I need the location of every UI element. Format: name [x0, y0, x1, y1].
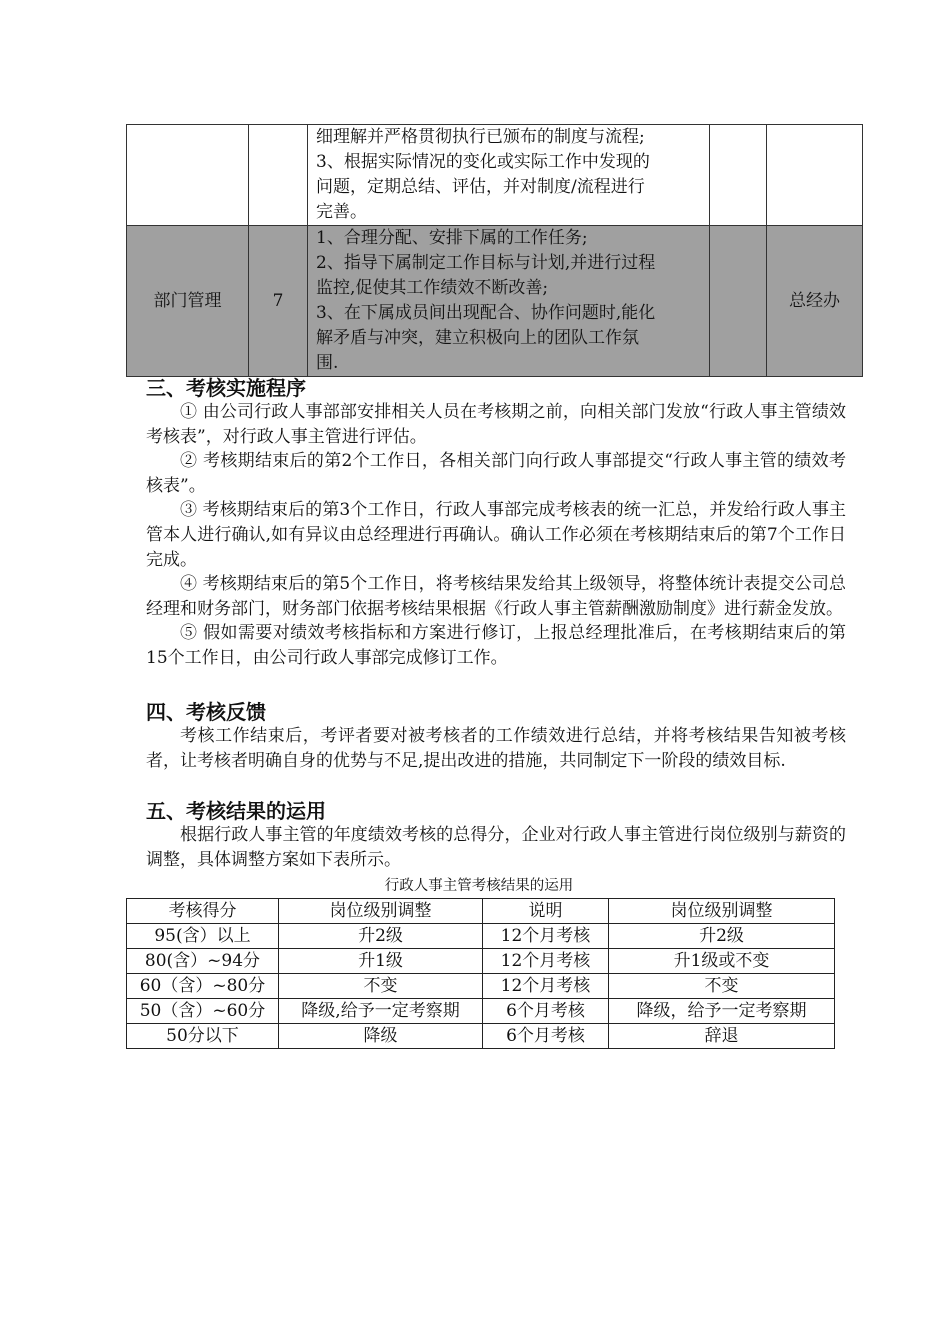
table-row	[127, 974, 835, 999]
paragraph: 考核工作结束后，考评者要对被考核者的工作绩效进行总结，并将考核结果告知被考核者，让考核者明确自身的优势与不足,提出改进的措施，共同制定下一阶段的绩效目标.	[146, 726, 846, 771]
table-cell: 降级，给予一定考察期	[609, 999, 835, 1024]
table-cell: 50（含）~60分	[127, 999, 279, 1024]
table-cell: 95(含）以上	[127, 924, 279, 949]
content-cell	[308, 226, 710, 377]
table-caption: 行政人事主管考核结果的运用	[384, 878, 574, 894]
table-cell: 12个月考核	[483, 949, 609, 974]
blank-cell	[710, 226, 767, 377]
section-feedback	[146, 700, 846, 773]
table-cell: 升1级	[279, 949, 483, 974]
paragraph: ③ 考核期结束后的第3个工作日，行政人事部完成考核表的统一汇总，并发给行政人事主管本人进行确认,如有异议由总经理进行再确认。确认工作必须在考核期结束后的第7个工作日完成。	[146, 500, 846, 570]
content-line: 监控,促使其工作绩效不断改善;	[316, 278, 549, 298]
section-implementation	[146, 376, 846, 671]
content-line: 2、指导下属制定工作目标与计划,并进行过程	[316, 253, 656, 273]
header-cell: 说明	[483, 899, 609, 924]
assessment-table	[126, 124, 863, 377]
section-heading: 三、考核实施程序	[146, 376, 306, 400]
table-row	[127, 999, 835, 1024]
weight-cell: 7	[249, 226, 308, 377]
content-line: 解矛盾与冲突，建立积极向上的团队工作氛	[316, 328, 639, 348]
table-header-row	[127, 899, 835, 924]
content-line: 3、根据实际情况的变化或实际工作中发现的	[316, 152, 650, 172]
blank-cell	[710, 125, 767, 226]
table-cell: 80(含）~94分	[127, 949, 279, 974]
table-row	[127, 1024, 835, 1049]
table-cell: 降级	[279, 1024, 483, 1049]
item-cell	[127, 125, 249, 226]
content-cell	[308, 125, 710, 226]
table-cell: 辞退	[609, 1024, 835, 1049]
result-table	[126, 898, 835, 1049]
table-row	[127, 949, 835, 974]
table-cell: 升2级	[279, 924, 483, 949]
section-result-usage	[146, 799, 846, 872]
section-heading: 五、考核结果的运用	[146, 799, 326, 823]
section-heading: 四、考核反馈	[146, 700, 266, 724]
table-cell: 升2级	[609, 924, 835, 949]
table-row	[127, 125, 863, 226]
table-cell: 12个月考核	[483, 924, 609, 949]
content-line: 3、在下属成员间出现配合、协作问题时,能化	[316, 303, 656, 323]
table-cell: 不变	[279, 974, 483, 999]
paragraph: ① 由公司行政人事部部安排相关人员在考核期之前，向相关部门发放“行政人事主管绩效考核表”，对行政人事主管进行评估。	[146, 402, 846, 447]
paragraph: 根据行政人事主管的年度绩效考核的总得分，企业对行政人事主管进行岗位级别与薪资的调整，具体调整方案如下表所示。	[146, 825, 846, 870]
content-line: 1、合理分配、安排下属的工作任务;	[316, 228, 588, 248]
header-cell: 考核得分	[127, 899, 279, 924]
item-cell: 部门管理	[127, 226, 249, 377]
table-cell: 降级,给予一定考察期	[279, 999, 483, 1024]
header-cell: 岗位级别调整	[279, 899, 483, 924]
table-row	[127, 924, 835, 949]
table-row	[127, 226, 863, 377]
table-cell: 升1级或不变	[609, 949, 835, 974]
owner-cell: 总经办	[767, 226, 863, 377]
content-line: 问题，定期总结、评估，并对制度/流程进行	[316, 177, 645, 197]
table-cell: 6个月考核	[483, 999, 609, 1024]
table-cell: 6个月考核	[483, 1024, 609, 1049]
table-cell: 60（含）~80分	[127, 974, 279, 999]
paragraph: ④ 考核期结束后的第5个工作日，将考核结果发给其上级领导，将整体统计表提交公司总经理和财务部门，财务部门依据考核结果根据《行政人事主管薪酬激励制度》进行薪金发放。	[146, 574, 846, 619]
paragraph: ⑤ 假如需要对绩效考核指标和方案进行修订，上报总经理批准后，在考核期结束后的第15个工作日，由公司行政人事部完成修订工作。	[146, 623, 846, 668]
paragraph: ② 考核期结束后的第2个工作日，各相关部门向行政人事部提交“行政人事主管的绩效考核表”。	[146, 451, 846, 496]
owner-cell	[767, 125, 863, 226]
table-cell: 50分以下	[127, 1024, 279, 1049]
content-line: 完善。	[316, 202, 367, 222]
header-cell: 岗位级别调整	[609, 899, 835, 924]
weight-cell	[249, 125, 308, 226]
table-cell: 12个月考核	[483, 974, 609, 999]
content-line: 细理解并严格贯彻执行已颁布的制度与流程;	[316, 127, 645, 147]
table-cell: 不变	[609, 974, 835, 999]
content-line: 围.	[316, 353, 339, 373]
